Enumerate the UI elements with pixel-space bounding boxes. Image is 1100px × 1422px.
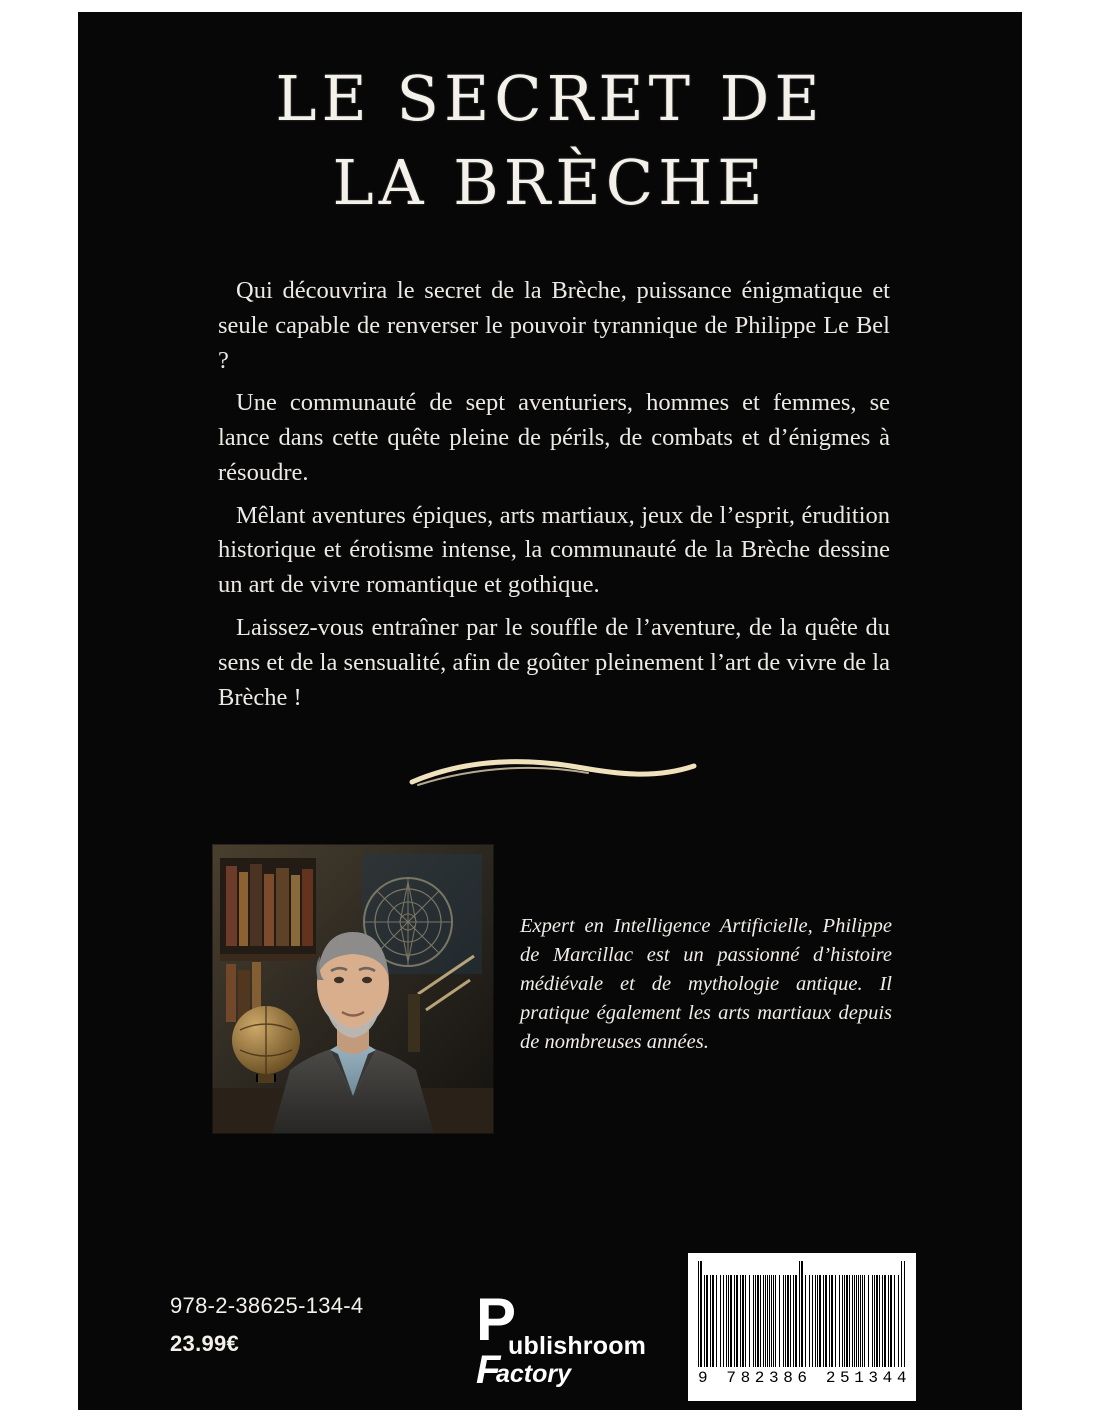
barcode-digits: 9 782386 251344 — [698, 1369, 912, 1387]
publisher-word-factory: actory — [496, 1360, 572, 1388]
blurb-paragraph-2: Une communauté de sept aventuriers, hommes et femmes, se lance dans cette quête pleine de périls, de combats et d’énigmes à résoudre. — [218, 389, 890, 486]
author-bio-text: Expert en Intelligence Artificielle, Philippe de Marcillac est un passionné d’histoire médiévale et de mythologie antique. Il pratique également les arts martiaux depuis de nombreuses années. — [520, 915, 892, 1054]
page-title — [78, 60, 1022, 221]
barcode-bars — [698, 1261, 906, 1367]
title-line-1: LE SECRET DE — [275, 62, 825, 135]
blurb-text — [218, 274, 890, 715]
publisher-word-publishroom: ublishroom — [508, 1332, 647, 1360]
publisher-initial-f: F — [476, 1348, 501, 1392]
blurb-paragraph-4: Laissez-vous entraîner par le souffle de l’aventure, de la quête du sens et de la sensualité, afin de goûter pleinement l’art de vivre de la Brèche ! — [218, 614, 890, 711]
publisher-logo — [474, 1286, 647, 1402]
author-portrait-image — [212, 844, 494, 1134]
isbn-text: 978-2-38625-134-4 — [170, 1293, 364, 1318]
divider-flourish-icon — [408, 752, 698, 798]
barcode — [688, 1253, 916, 1401]
publisher-initial-p: P — [476, 1286, 517, 1353]
cover-canvas — [78, 12, 1022, 1410]
isbn-price-block — [170, 1293, 363, 1357]
title-line-2: LA BRÈCHE — [332, 145, 768, 219]
price-text: 23.99€ — [170, 1331, 240, 1356]
blurb-paragraph-1: Qui découvrira le secret de la Brèche, puissance énigmatique et seule capable de renverser le pouvoir tyrannique de Philippe Le Bel ? — [218, 277, 890, 374]
blurb-paragraph-3: Mêlant aventures épiques, arts martiaux, jeux de l’esprit, érudition historique et érotisme intense, la communauté de la Brèche dessine un art de vivre romantique et gothique. — [218, 501, 890, 599]
